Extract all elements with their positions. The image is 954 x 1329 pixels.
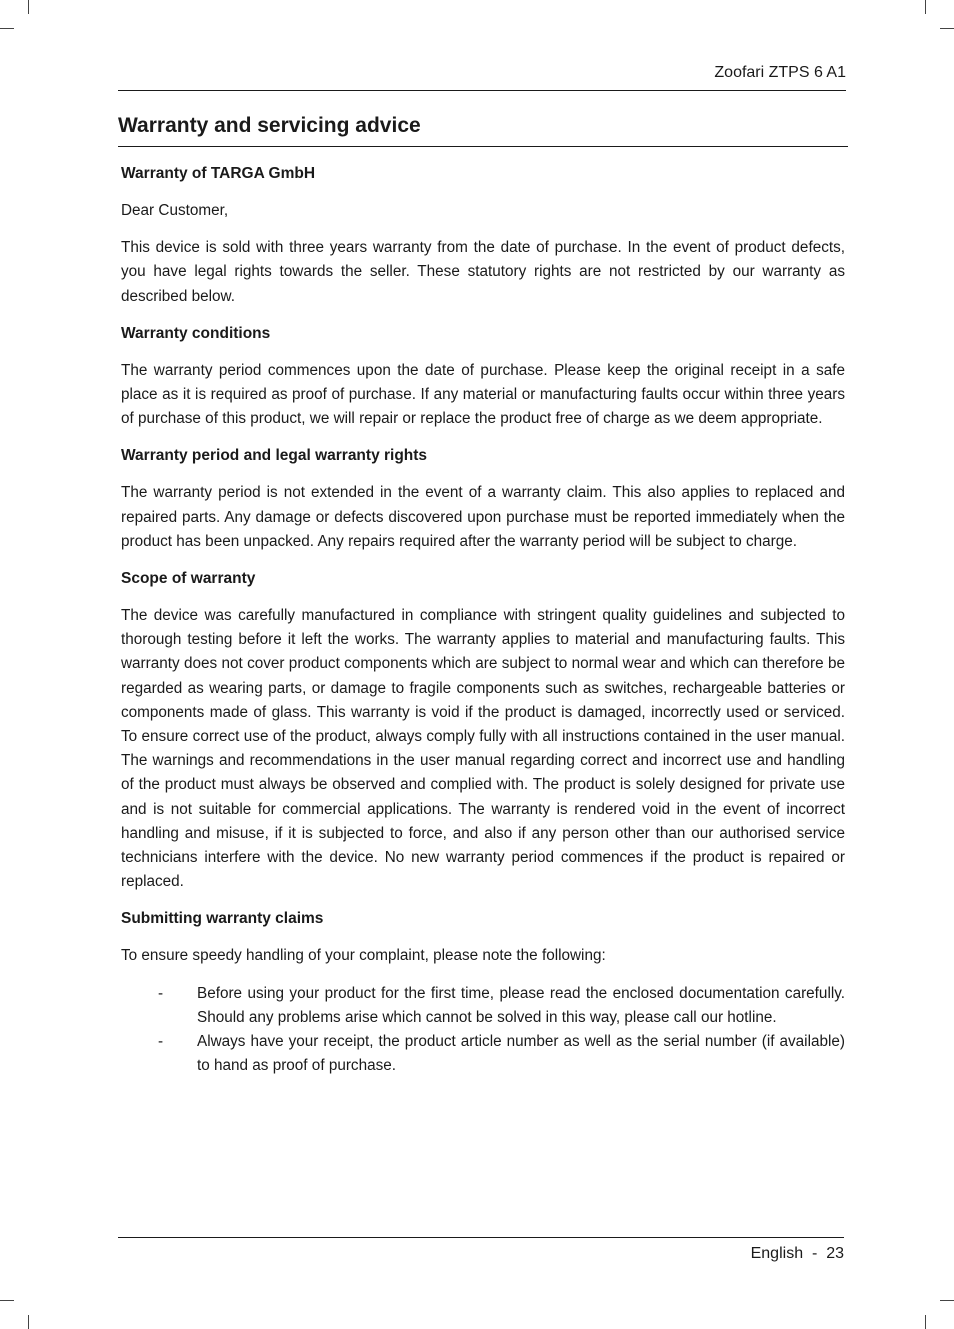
paragraph: The device was carefully manufactured in compliance with stringent quality guidelines and subjected to thorough testing before it left the works. The warranty applies to material and manufacturing faults. This warranty does not cover product components which are subject to normal wear and which can therefore be regarded as wearing parts, or damage to fragile components such as switches, rechargeable batteries or components made of glass. This warranty is void if the product is damaged, incorrectly used or serviced. To ensure correct use of the product, always comply fully with all instructions contained in the user manual. The warnings and recommendations in the user manual regarding correct and incorrect use and handling of the product must always be observed and complied with. The product is solely designed for private use and is not suitable for commercial applications. The warranty is rendered void in the event of incorrect handling and misuse, if it is subjected to force, and also if any person other than our authorised service technicians interfere with the device. No new warranty period commences if the product is repaired or replaced. [121,607,845,891]
greeting: Dear Customer, [121,202,229,219]
section-claims [121,907,845,1078]
list-item-text: Always have your receipt, the product article number as well as the serial number (if available) to hand as proof of purchase. [197,1033,845,1075]
running-footer [118,1237,844,1265]
list-item [121,982,845,1030]
page-content [121,162,845,1078]
list-item [121,1030,845,1078]
section-heading: Warranty conditions [121,324,271,342]
crop-mark [925,1315,926,1329]
section-heading: Submitting warranty claims [121,910,324,928]
bullet-dash: - [158,984,164,1002]
crop-mark [925,0,926,14]
section-heading: Scope of warranty [121,570,256,588]
crop-mark [940,1300,954,1301]
crop-mark [28,1315,29,1329]
bullet-dash: - [158,1033,164,1051]
paragraph: To ensure speedy handling of your complaint, please note the following: [121,947,606,965]
section-conditions [121,322,845,432]
page-number: English - 23 [750,1245,844,1262]
list-item-text: Before using your product for the first time, please read the enclosed documentation carefully. Should any problems arise which cannot be solved in this way, please call our hotline. [197,984,845,1026]
bullet-list [121,982,845,1079]
paragraph: The warranty period commences upon the date of purchase. Please keep the original receipt in a safe place as it is required as proof of purchase. If any material or manufacturing faults occur within three years of purchase of this product, we will repair or replace the product free of charge as we deem appropriate. [121,361,845,428]
section-scope [121,567,845,894]
crop-mark [28,0,29,14]
section-warranty-of [121,162,845,309]
section-heading: Warranty period and legal warranty rights [121,447,428,465]
section-period [121,444,845,554]
paragraph: This device is sold with three years warranty from the date of purchase. In the event of product defects, you have legal rights towards the seller. These statutory rights are not restricted by our warranty as described below. [121,239,845,305]
crop-mark [940,28,954,29]
page-title: Warranty and servicing advice [118,112,848,147]
section-heading: Warranty of TARGA GmbH [121,165,316,182]
running-header [118,62,846,91]
paragraph: The warranty period is not extended in the event of a warranty claim. This also applies to replaced and repaired parts. Any damage or defects discovered upon purchase must be reported immediately when the product has been unpacked. Any repairs required after the warranty period will be subject to charge. [121,484,845,550]
crop-mark [0,28,14,29]
crop-mark [0,1300,14,1301]
product-name: Zoofari ZTPS 6 A1 [714,64,846,81]
